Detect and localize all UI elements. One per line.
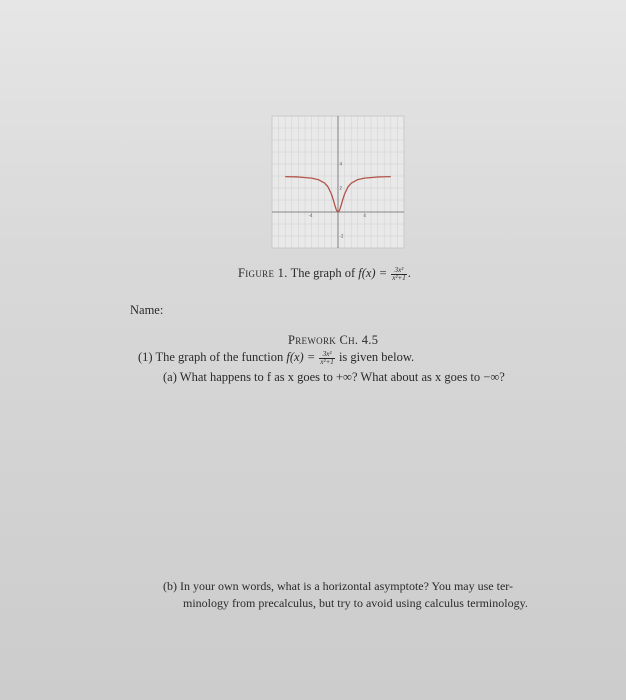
- question-1b-line1: (b) In your own words, what is a horizontal asymptote? You may use ter-: [163, 579, 514, 593]
- name-label: Name:: [130, 303, 164, 317]
- caption-frac-numerator: 3x²: [391, 267, 406, 275]
- q1-function-lhs: f(x) =: [286, 350, 316, 364]
- q1-frac-denominator: x²+1: [320, 357, 334, 366]
- caption-function-lhs: f(x) =: [358, 266, 388, 280]
- y-tick-label: 4: [339, 161, 343, 167]
- caption-fraction: [391, 267, 406, 282]
- x-tick-label: 4: [363, 213, 366, 218]
- caption-text: The graph of: [290, 266, 356, 280]
- x-tick-label: -4: [308, 213, 313, 218]
- figure-caption: [238, 266, 411, 282]
- figure-label: Figure 1.: [238, 266, 288, 280]
- y-tick-label: -2: [339, 233, 344, 239]
- q1-text-before: (1) The graph of the function: [138, 350, 284, 364]
- question-1b-line2: minology from precalculus, but try to avoid using calculus terminology.: [183, 596, 528, 610]
- question-1: [138, 350, 414, 366]
- q1-text-after: is given below.: [338, 350, 415, 364]
- caption-frac-denominator: x²+1: [392, 273, 406, 282]
- y-tick-label: 2: [339, 185, 343, 191]
- page-title: Prework Ch. 4.5: [288, 333, 379, 347]
- q1-frac-numerator: 3x²: [319, 351, 334, 359]
- question-1a: (a) What happens to f as x goes to +∞? What about as x goes to −∞?: [163, 370, 505, 384]
- graph-svg: [268, 112, 408, 252]
- function-graph: [268, 112, 408, 252]
- caption-period: .: [407, 266, 411, 280]
- q1-fraction: [319, 351, 334, 366]
